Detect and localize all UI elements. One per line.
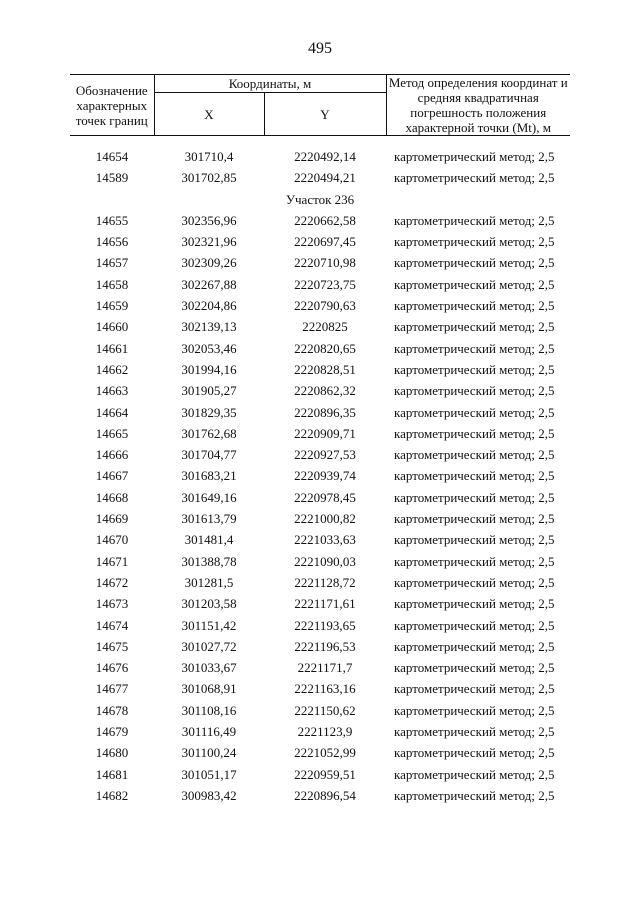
x-coordinate-cell: 301649,16 (181, 489, 237, 505)
point-id-cell: 14658 (95, 276, 129, 292)
point-id-cell: 14670 (95, 532, 129, 548)
table-row (70, 210, 570, 231)
point-id-cell: 14657 (95, 255, 129, 271)
x-coordinate-cell: 301762,68 (181, 425, 237, 441)
x-coordinate-cell: 301905,27 (181, 383, 237, 399)
y-coordinate-cell: 2221171,7 (297, 660, 353, 676)
x-coordinate-cell: 302321,96 (181, 234, 237, 250)
method-cell: картометрический метод; 2,5 (394, 276, 555, 292)
method-cell: картометрический метод; 2,5 (394, 447, 555, 463)
point-id-cell: 14671 (95, 553, 129, 569)
x-coordinate-cell: 301704,77 (181, 447, 237, 463)
x-coordinate-cell: 301068,91 (181, 681, 237, 697)
method-cell: картометрический метод; 2,5 (394, 745, 555, 761)
method-cell: картометрический метод; 2,5 (394, 319, 555, 335)
table-row (70, 529, 570, 550)
point-id-cell: 14672 (95, 574, 129, 590)
table-row (70, 678, 570, 699)
point-id-cell: 14677 (95, 681, 129, 697)
y-coordinate-cell: 2221163,16 (294, 681, 356, 697)
method-cell: картометрический метод; 2,5 (394, 255, 555, 271)
x-coordinate-cell: 301116,49 (181, 724, 237, 740)
table-row (70, 487, 570, 508)
y-coordinate-cell: 2221090,03 (294, 553, 356, 569)
y-coordinate-cell: 2220710,98 (294, 255, 356, 271)
point-id-cell: 14682 (95, 787, 129, 803)
method-cell: картометрический метод; 2,5 (394, 766, 555, 782)
point-id-cell: 14678 (95, 702, 129, 718)
table-row (70, 359, 570, 380)
table-row (70, 636, 570, 657)
y-coordinate-cell: 2221193,65 (294, 617, 356, 633)
y-coordinate-cell: 2220896,54 (294, 787, 356, 803)
method-cell: картометрический метод; 2,5 (394, 724, 555, 740)
x-coordinate-cell: 301151,42 (181, 617, 237, 633)
table-row (70, 764, 570, 785)
method-cell: картометрический метод; 2,5 (394, 340, 555, 356)
point-id-cell: 14680 (95, 745, 129, 761)
y-coordinate-cell: 2220909,71 (294, 425, 356, 441)
table-body-b (70, 210, 570, 806)
page-number: 495 (308, 40, 332, 57)
point-id-cell: 14589 (95, 170, 129, 186)
table-row (70, 785, 570, 806)
method-cell: картометрический метод; 2,5 (394, 596, 555, 612)
table-row (70, 700, 570, 721)
x-coordinate-cell: 302053,46 (181, 340, 237, 356)
x-coordinate-cell: 301829,35 (181, 404, 237, 420)
point-id-cell: 14676 (95, 660, 129, 676)
table-row (70, 338, 570, 359)
x-coordinate-cell: 301481,4 (184, 532, 234, 548)
header-coordinates: Координаты, м (154, 75, 386, 93)
table-row (70, 231, 570, 252)
table-row (70, 167, 570, 188)
y-coordinate-cell: 2221000,82 (294, 511, 356, 527)
x-coordinate-cell: 301027,72 (181, 638, 237, 654)
point-id-cell: 14660 (95, 319, 129, 335)
point-id-cell: 14679 (95, 724, 129, 740)
y-coordinate-cell: 2220959,51 (294, 766, 356, 782)
header-x: X (154, 93, 264, 136)
point-id-cell: 14661 (95, 340, 129, 356)
y-coordinate-cell: 2220723,75 (294, 276, 356, 292)
section-title: Участок 236 (285, 191, 355, 207)
method-cell: картометрический метод; 2,5 (394, 298, 555, 314)
table-row (70, 465, 570, 486)
method-cell: картометрический метод; 2,5 (394, 468, 555, 484)
y-coordinate-cell: 2221128,72 (294, 574, 356, 590)
table-row (70, 316, 570, 337)
x-coordinate-cell: 302267,88 (181, 276, 237, 292)
table-row (70, 615, 570, 636)
y-coordinate-cell: 2220927,53 (294, 447, 356, 463)
x-coordinate-cell: 301994,16 (181, 361, 237, 377)
point-id-cell: 14665 (95, 425, 129, 441)
header-point-designation: Обозначение характерных точек границ (70, 75, 154, 136)
x-coordinate-cell: 301702,85 (181, 170, 237, 186)
x-coordinate-cell: 301033,67 (181, 660, 237, 676)
point-id-cell: 14659 (95, 298, 129, 314)
point-id-cell: 14664 (95, 404, 129, 420)
table-row (70, 402, 570, 423)
y-coordinate-cell: 2220828,51 (294, 361, 356, 377)
point-id-cell: 14656 (95, 234, 129, 250)
method-cell: картометрический метод; 2,5 (394, 404, 555, 420)
y-coordinate-cell: 2220492,14 (294, 149, 356, 164)
point-id-cell: 14654 (95, 149, 129, 164)
x-coordinate-cell: 301281,5 (184, 574, 234, 590)
point-id-cell: 14675 (95, 638, 129, 654)
x-coordinate-cell: 301683,21 (181, 468, 237, 484)
table-row (70, 742, 570, 763)
x-coordinate-cell: 302139,13 (181, 319, 237, 335)
method-cell: картометрический метод; 2,5 (394, 574, 555, 590)
table-row (70, 295, 570, 316)
method-cell: картометрический метод; 2,5 (394, 383, 555, 399)
method-cell: картометрический метод; 2,5 (394, 149, 555, 164)
method-cell: картометрический метод; 2,5 (394, 234, 555, 250)
table-row (70, 380, 570, 401)
table-row (70, 657, 570, 678)
point-id-cell: 14668 (95, 489, 129, 505)
point-id-cell: 14669 (95, 511, 129, 527)
y-coordinate-cell: 2220862,32 (294, 383, 356, 399)
y-coordinate-cell: 2220825 (302, 319, 348, 335)
header-y: Y (264, 93, 386, 136)
table-row (70, 721, 570, 742)
method-cell: картометрический метод; 2,5 (394, 489, 555, 505)
point-id-cell: 14662 (95, 361, 129, 377)
x-coordinate-cell: 301051,17 (181, 766, 237, 782)
table-row (70, 252, 570, 273)
method-cell: картометрический метод; 2,5 (394, 681, 555, 697)
table-row (70, 423, 570, 444)
point-id-cell: 14663 (95, 383, 129, 399)
method-cell: картометрический метод; 2,5 (394, 617, 555, 633)
method-cell: картометрический метод; 2,5 (394, 361, 555, 377)
y-coordinate-cell: 2220896,35 (294, 404, 356, 420)
point-id-cell: 14667 (95, 468, 129, 484)
point-id-cell: 14673 (95, 596, 129, 612)
y-coordinate-cell: 2220939,74 (294, 468, 356, 484)
x-coordinate-cell: 301100,24 (181, 745, 237, 761)
x-coordinate-cell: 302356,96 (181, 212, 237, 228)
point-id-cell: 14681 (95, 766, 129, 782)
table-row (70, 593, 570, 614)
y-coordinate-cell: 2221171,61 (294, 596, 356, 612)
method-cell: картометрический метод; 2,5 (394, 511, 555, 527)
method-cell: картометрический метод; 2,5 (394, 702, 555, 718)
y-coordinate-cell: 2220978,45 (294, 489, 356, 505)
method-cell: картометрический метод; 2,5 (394, 660, 555, 676)
x-coordinate-cell: 301613,79 (181, 511, 237, 527)
header-method: Метод определения координат и средняя квадратичная погрешность положения характерной точки (Mt), м (386, 75, 570, 136)
table-row (70, 551, 570, 572)
y-coordinate-cell: 2220820,65 (294, 340, 356, 356)
y-coordinate-cell: 2220494,21 (294, 170, 356, 186)
method-cell: картометрический метод; 2,5 (394, 212, 555, 228)
point-id-cell: 14655 (95, 212, 129, 228)
x-coordinate-cell: 300983,42 (181, 787, 237, 803)
x-coordinate-cell: 301710,4 (184, 149, 234, 164)
y-coordinate-cell: 2220662,58 (294, 212, 356, 228)
method-cell: картометрический метод; 2,5 (394, 170, 555, 186)
x-coordinate-cell: 302204,86 (181, 298, 237, 314)
x-coordinate-cell: 301203,58 (181, 596, 237, 612)
table-row (70, 572, 570, 593)
table-row (70, 274, 570, 295)
table-row (70, 508, 570, 529)
x-coordinate-cell: 301388,78 (181, 553, 237, 569)
point-id-cell: 14666 (95, 447, 129, 463)
x-coordinate-cell: 302309,26 (181, 255, 237, 271)
y-coordinate-cell: 2221123,9 (297, 724, 353, 740)
method-cell: картометрический метод; 2,5 (394, 638, 555, 654)
y-coordinate-cell: 2221150,62 (294, 702, 356, 718)
table-row (70, 444, 570, 465)
method-cell: картометрический метод; 2,5 (394, 553, 555, 569)
y-coordinate-cell: 2221196,53 (294, 638, 356, 654)
y-coordinate-cell: 2221052,99 (294, 745, 356, 761)
coordinates-table (70, 74, 570, 806)
section-row (70, 189, 570, 210)
table-body-a (70, 146, 570, 189)
y-coordinate-cell: 2221033,63 (294, 532, 356, 548)
table-row (70, 146, 570, 167)
x-coordinate-cell: 301108,16 (181, 702, 237, 718)
method-cell: картометрический метод; 2,5 (394, 425, 555, 441)
method-cell: картометрический метод; 2,5 (394, 532, 555, 548)
y-coordinate-cell: 2220790,63 (294, 298, 356, 314)
y-coordinate-cell: 2220697,45 (294, 234, 356, 250)
point-id-cell: 14674 (95, 617, 129, 633)
method-cell: картометрический метод; 2,5 (394, 787, 555, 803)
